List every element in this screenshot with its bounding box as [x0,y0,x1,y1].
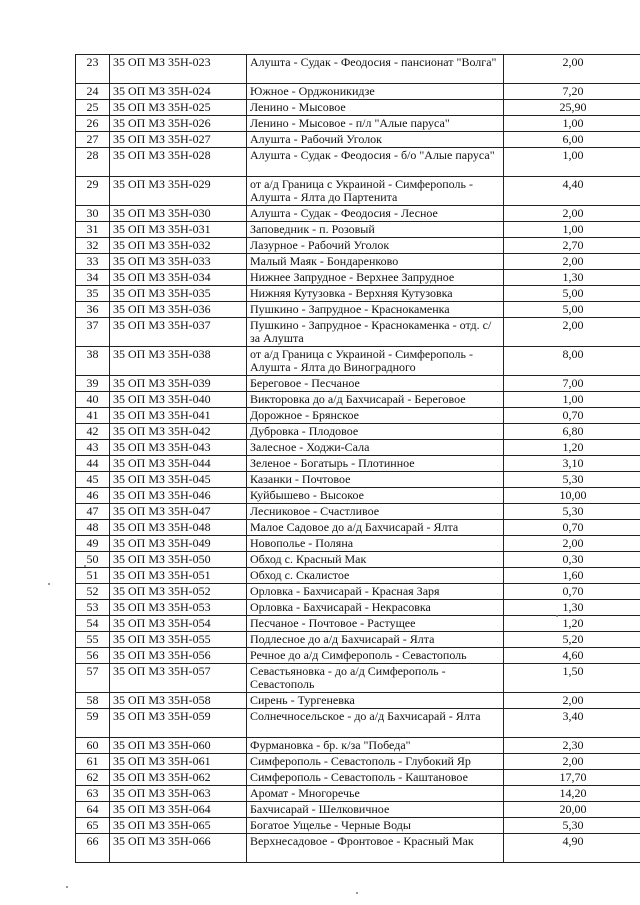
road-name-cell: Нижняя Кутузовка - Верхняя Кутузовка [247,286,504,302]
road-length-cell: 1,00 [504,222,640,238]
road-length-cell: 10,00 [504,488,640,504]
table-row [76,238,640,254]
road-length-cell: 2,00 [504,318,640,347]
table-row [76,664,640,693]
road-code-cell: 35 ОП МЗ 35Н-044 [110,456,247,472]
road-length-cell: 1,00 [504,148,640,177]
scan-speck [48,583,50,585]
road-length-cell: 7,20 [504,84,640,100]
table-row [76,347,640,376]
row-number-cell: 55 [76,632,110,648]
road-code-cell: 35 ОП МЗ 35Н-033 [110,254,247,270]
row-number-cell: 56 [76,648,110,664]
road-code-cell: 35 ОП МЗ 35Н-031 [110,222,247,238]
table-row [76,504,640,520]
row-number-cell: 59 [76,709,110,738]
road-name-cell: Аромат - Многоречье [247,786,504,802]
row-number-cell: 27 [76,132,110,148]
table-row [76,600,640,616]
road-code-cell: 35 ОП МЗ 35Н-026 [110,116,247,132]
table-row [76,440,640,456]
row-number-cell: 39 [76,376,110,392]
road-name-cell: Нижнее Запрудное - Верхнее Запрудное [247,270,504,286]
road-code-cell: 35 ОП МЗ 35Н-024 [110,84,247,100]
row-number-cell: 50 [76,552,110,568]
road-name-cell: Зеленое - Богатырь - Плотинное [247,456,504,472]
road-length-cell: 14,20 [504,786,640,802]
road-name-cell: Пушкино - Запрудное - Краснокаменка - отд. с/за Алушта [247,318,504,347]
scan-speck [356,892,358,894]
row-number-cell: 31 [76,222,110,238]
road-length-cell: 5,30 [504,472,640,488]
road-length-cell: 0,70 [504,408,640,424]
row-number-cell: 54 [76,616,110,632]
road-name-cell: Алушта - Судак - Феодосия - б/о "Алые паруса" [247,148,504,177]
road-name-cell: Орловка - Бахчисарай - Некрасовка [247,600,504,616]
road-length-cell: 2,00 [504,254,640,270]
row-number-cell: 51 [76,568,110,584]
road-length-cell: 2,70 [504,238,640,254]
table-row [76,552,640,568]
road-code-cell: 35 ОП МЗ 35Н-054 [110,616,247,632]
road-code-cell: 35 ОП МЗ 35Н-056 [110,648,247,664]
road-name-cell: Подлесное до а/д Бахчисарай - Ялта [247,632,504,648]
row-number-cell: 40 [76,392,110,408]
table-row [76,84,640,100]
table-row [76,376,640,392]
table-row [76,100,640,116]
road-name-cell: Лазурное - Рабочий Уголок [247,238,504,254]
road-code-cell: 35 ОП МЗ 35Н-063 [110,786,247,802]
row-number-cell: 44 [76,456,110,472]
road-name-cell: Береговое - Песчаное [247,376,504,392]
road-length-cell: 1,50 [504,664,640,693]
road-code-cell: 35 ОП МЗ 35Н-052 [110,584,247,600]
road-code-cell: 35 ОП МЗ 35Н-060 [110,738,247,754]
road-length-cell: 1,20 [504,616,640,632]
row-number-cell: 52 [76,584,110,600]
table-row [76,754,640,770]
road-code-cell: 35 ОП МЗ 35Н-025 [110,100,247,116]
road-name-cell: Лесниковое - Счастливое [247,504,504,520]
table-row [76,286,640,302]
road-code-cell: 35 ОП МЗ 35Н-058 [110,693,247,709]
road-length-cell: 7,00 [504,376,640,392]
road-length-cell: 1,30 [504,270,640,286]
row-number-cell: 58 [76,693,110,709]
road-code-cell: 35 ОП МЗ 35Н-041 [110,408,247,424]
row-number-cell: 41 [76,408,110,424]
road-code-cell: 35 ОП МЗ 35Н-032 [110,238,247,254]
table-row [76,786,640,802]
road-name-cell: Богатое Ущелье - Черные Воды [247,818,504,834]
row-number-cell: 60 [76,738,110,754]
table-row [76,116,640,132]
road-length-cell: 4,60 [504,648,640,664]
road-length-cell: 8,00 [504,347,640,376]
row-number-cell: 46 [76,488,110,504]
row-number-cell: 36 [76,302,110,318]
road-name-cell: Верхнесадовое - Фронтовое - Красный Мак [247,834,504,863]
scan-speck [66,886,68,888]
road-length-cell: 5,30 [504,818,640,834]
row-number-cell: 30 [76,206,110,222]
row-number-cell: 66 [76,834,110,863]
table-row [76,834,640,863]
road-code-cell: 35 ОП МЗ 35Н-059 [110,709,247,738]
table-row [76,302,640,318]
row-number-cell: 57 [76,664,110,693]
road-name-cell: Симферополь - Севастополь - Глубокий Яр [247,754,504,770]
road-name-cell: Алушта - Судак - Феодосия - пансионат "Волга" [247,55,504,84]
road-name-cell: Орловка - Бахчисарай - Красная Заря [247,584,504,600]
road-code-cell: 35 ОП МЗ 35Н-050 [110,552,247,568]
road-code-cell: 35 ОП МЗ 35Н-028 [110,148,247,177]
row-number-cell: 65 [76,818,110,834]
road-length-cell: 4,90 [504,834,640,863]
road-length-cell: 3,40 [504,709,640,738]
road-name-cell: Малое Садовое до а/д Бахчисарай - Ялта [247,520,504,536]
road-name-cell: Севастьяновка - до а/д Симферополь - Севастополь [247,664,504,693]
road-code-cell: 35 ОП МЗ 35Н-036 [110,302,247,318]
row-number-cell: 45 [76,472,110,488]
road-length-cell: 2,00 [504,693,640,709]
road-name-cell: Алушта - Рабочий Уголок [247,132,504,148]
row-number-cell: 49 [76,536,110,552]
table-row [76,132,640,148]
road-code-cell: 35 ОП МЗ 35Н-066 [110,834,247,863]
table-row [76,424,640,440]
road-name-cell: Обход с. Скалистое [247,568,504,584]
table-row [76,709,640,738]
road-name-cell: Новополье - Поляна [247,536,504,552]
road-name-cell: Куйбышево - Высокое [247,488,504,504]
road-name-cell: Фурмановка - бр. к/за "Победа" [247,738,504,754]
road-code-cell: 35 ОП МЗ 35Н-053 [110,600,247,616]
road-length-cell: 0,30 [504,552,640,568]
road-length-cell: 2,30 [504,738,640,754]
road-length-cell: 17,70 [504,770,640,786]
road-name-cell: Бахчисарай - Шелковичное [247,802,504,818]
road-code-cell: 35 ОП МЗ 35Н-055 [110,632,247,648]
road-name-cell: Речное до а/д Симферополь - Севастополь [247,648,504,664]
row-number-cell: 61 [76,754,110,770]
row-number-cell: 63 [76,786,110,802]
table-row [76,616,640,632]
road-length-cell: 1,30 [504,600,640,616]
road-name-cell: Ленино - Мысовое [247,100,504,116]
road-name-cell: Дубровка - Плодовое [247,424,504,440]
table-row [76,584,640,600]
road-name-cell: Южное - Орджоникидзе [247,84,504,100]
road-name-cell: Сирень - Тургеневка [247,693,504,709]
row-number-cell: 43 [76,440,110,456]
road-length-cell: 2,00 [504,536,640,552]
row-number-cell: 42 [76,424,110,440]
table-row [76,648,640,664]
scan-speck [556,615,558,617]
table-row [76,270,640,286]
road-code-cell: 35 ОП МЗ 35Н-037 [110,318,247,347]
roads-table [75,54,640,863]
table-row [76,802,640,818]
row-number-cell: 64 [76,802,110,818]
road-length-cell: 25,90 [504,100,640,116]
table-row [76,456,640,472]
road-code-cell: 35 ОП МЗ 35Н-029 [110,177,247,206]
road-length-cell: 1,60 [504,568,640,584]
road-code-cell: 35 ОП МЗ 35Н-048 [110,520,247,536]
row-number-cell: 25 [76,100,110,116]
row-number-cell: 32 [76,238,110,254]
table-row [76,520,640,536]
road-code-cell: 35 ОП МЗ 35Н-043 [110,440,247,456]
row-number-cell: 33 [76,254,110,270]
row-number-cell: 62 [76,770,110,786]
road-length-cell: 2,00 [504,55,640,84]
table-row [76,536,640,552]
road-code-cell: 35 ОП МЗ 35Н-057 [110,664,247,693]
row-number-cell: 28 [76,148,110,177]
row-number-cell: 38 [76,347,110,376]
table-row [76,568,640,584]
road-code-cell: 35 ОП МЗ 35Н-061 [110,754,247,770]
row-number-cell: 23 [76,55,110,84]
road-name-cell: Викторовка до а/д Бахчисарай - Береговое [247,392,504,408]
road-code-cell: 35 ОП МЗ 35Н-042 [110,424,247,440]
table-row [76,472,640,488]
road-code-cell: 35 ОП МЗ 35Н-049 [110,536,247,552]
road-code-cell: 35 ОП МЗ 35Н-051 [110,568,247,584]
road-length-cell: 5,30 [504,504,640,520]
row-number-cell: 26 [76,116,110,132]
road-name-cell: от а/д Граница с Украиной - Симферополь - Алушта - Ялта до Партенита [247,177,504,206]
table-row [76,318,640,347]
road-code-cell: 35 ОП МЗ 35Н-034 [110,270,247,286]
row-number-cell: 35 [76,286,110,302]
road-name-cell: Симферополь - Севастополь - Каштановое [247,770,504,786]
road-name-cell: Солнечносельское - до а/д Бахчисарай - Ялта [247,709,504,738]
road-name-cell: Ленино - Мысовое - п/л "Алые паруса" [247,116,504,132]
table-row [76,408,640,424]
road-length-cell: 1,20 [504,440,640,456]
road-length-cell: 0,70 [504,584,640,600]
road-length-cell: 4,40 [504,177,640,206]
table-row [76,818,640,834]
table-row [76,632,640,648]
road-code-cell: 35 ОП МЗ 35Н-039 [110,376,247,392]
road-length-cell: 1,00 [504,392,640,408]
road-name-cell: Обход с. Красный Мак [247,552,504,568]
road-length-cell: 5,00 [504,302,640,318]
road-name-cell: Алушта - Судак - Феодосия - Лесное [247,206,504,222]
table-row [76,177,640,206]
road-code-cell: 35 ОП МЗ 35Н-062 [110,770,247,786]
road-code-cell: 35 ОП МЗ 35Н-065 [110,818,247,834]
row-number-cell: 53 [76,600,110,616]
road-length-cell: 2,00 [504,754,640,770]
road-code-cell: 35 ОП МЗ 35Н-046 [110,488,247,504]
row-number-cell: 48 [76,520,110,536]
road-code-cell: 35 ОП МЗ 35Н-047 [110,504,247,520]
road-name-cell: Залесное - Ходжи-Сала [247,440,504,456]
table-row [76,148,640,177]
road-name-cell: Дорожное - Брянское [247,408,504,424]
road-name-cell: Пушкино - Запрудное - Краснокаменка [247,302,504,318]
road-length-cell: 20,00 [504,802,640,818]
roads-table-body [76,55,640,863]
table-row [76,222,640,238]
road-length-cell: 5,00 [504,286,640,302]
table-row [76,738,640,754]
road-length-cell: 2,00 [504,206,640,222]
row-number-cell: 37 [76,318,110,347]
road-length-cell: 5,20 [504,632,640,648]
table-row [76,770,640,786]
road-code-cell: 35 ОП МЗ 35Н-035 [110,286,247,302]
road-code-cell: 35 ОП МЗ 35Н-030 [110,206,247,222]
table-row [76,254,640,270]
road-code-cell: 35 ОП МЗ 35Н-064 [110,802,247,818]
road-name-cell: Заповедник - п. Розовый [247,222,504,238]
road-length-cell: 0,70 [504,520,640,536]
road-length-cell: 6,80 [504,424,640,440]
road-name-cell: Казанки - Почтовое [247,472,504,488]
scan-speck [84,565,86,567]
road-code-cell: 35 ОП МЗ 35Н-038 [110,347,247,376]
road-name-cell: Малый Маяк - Бондаренково [247,254,504,270]
table-row [76,206,640,222]
row-number-cell: 29 [76,177,110,206]
road-code-cell: 35 ОП МЗ 35Н-023 [110,55,247,84]
row-number-cell: 47 [76,504,110,520]
road-length-cell: 3,10 [504,456,640,472]
road-name-cell: Песчаное - Почтовое - Растущее [247,616,504,632]
row-number-cell: 24 [76,84,110,100]
road-code-cell: 35 ОП МЗ 35Н-045 [110,472,247,488]
table-row [76,392,640,408]
road-code-cell: 35 ОП МЗ 35Н-040 [110,392,247,408]
road-code-cell: 35 ОП МЗ 35Н-027 [110,132,247,148]
table-row [76,488,640,504]
road-name-cell: от а/д Граница с Украиной - Симферополь - Алушта - Ялта до Виноградного [247,347,504,376]
road-length-cell: 6,00 [504,132,640,148]
table-row [76,693,640,709]
road-length-cell: 1,00 [504,116,640,132]
row-number-cell: 34 [76,270,110,286]
table-row [76,55,640,84]
